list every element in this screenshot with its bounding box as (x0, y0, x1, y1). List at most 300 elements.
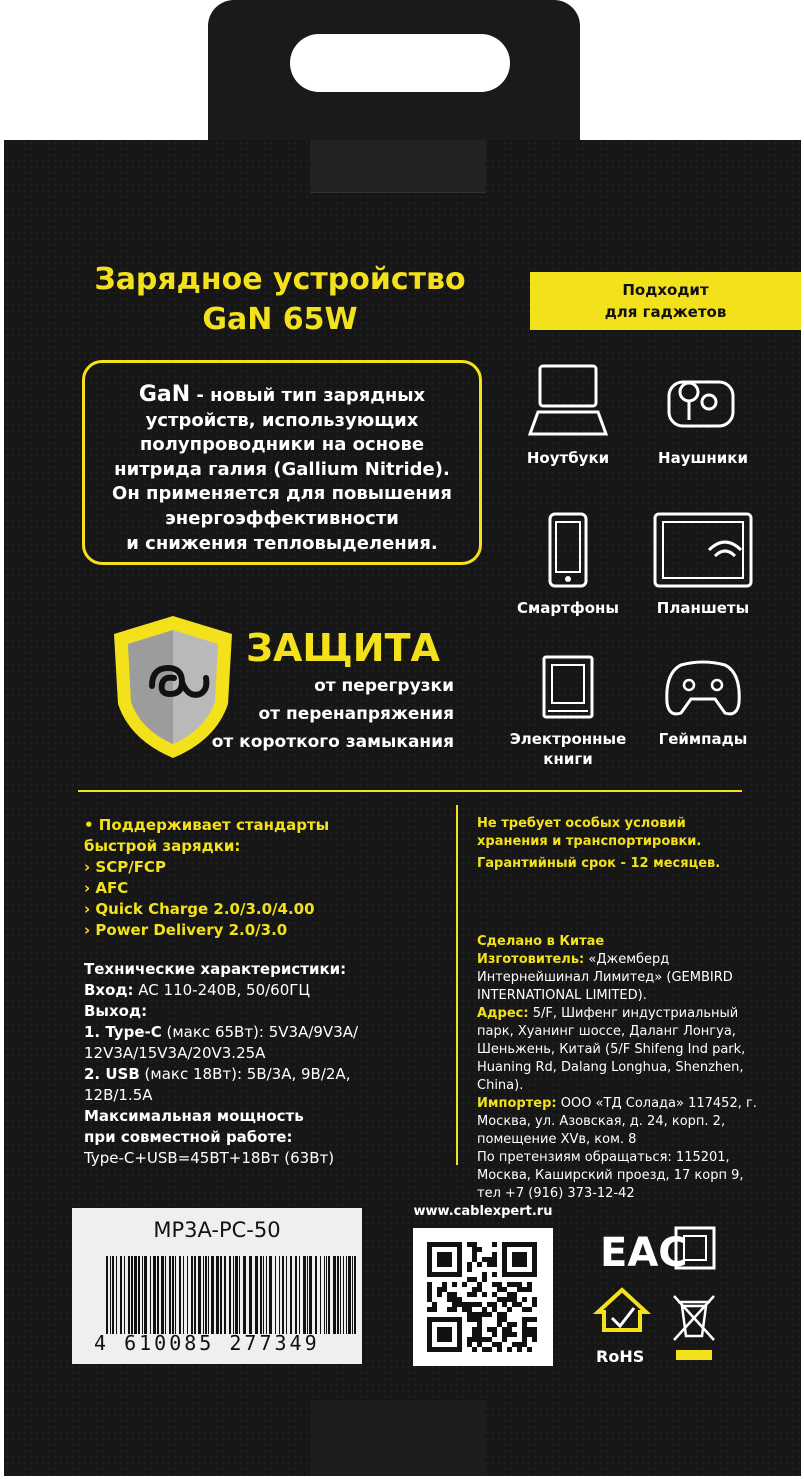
barcode-bar (128, 1256, 130, 1334)
qr-module (482, 1312, 487, 1317)
qr-module (512, 1282, 517, 1287)
qr-module (472, 1247, 477, 1252)
qr-module (482, 1307, 487, 1312)
spec-value: (макс 18Вт): 5В/3А, 9В/2А, (139, 1065, 351, 1083)
gadget-ebooks (503, 655, 633, 769)
barcode-bar (307, 1256, 308, 1334)
qr-module (522, 1342, 527, 1347)
qr-module (507, 1347, 512, 1352)
qr-module (437, 1292, 442, 1297)
barcode-bar (299, 1256, 300, 1334)
qr-module (502, 1317, 507, 1322)
qr-module (507, 1332, 512, 1337)
qr-module (492, 1327, 497, 1332)
qr-module (472, 1252, 477, 1257)
barcode-bar (324, 1256, 325, 1334)
qr-module (472, 1302, 477, 1307)
qr-module (467, 1337, 472, 1342)
gadget-tablets (638, 512, 768, 618)
qr-module (497, 1342, 502, 1347)
spec-value: 12В/1.5А (84, 1086, 153, 1104)
specs-heading: Технические характеристики: (84, 960, 347, 978)
qr-module (472, 1327, 477, 1332)
barcode-bar (260, 1256, 262, 1334)
standard-item: › Power Delivery 2.0/3.0 (84, 921, 288, 939)
barcode-bar (110, 1256, 111, 1334)
qr-module (467, 1277, 472, 1282)
qr-module (477, 1337, 482, 1342)
qr-module (497, 1322, 502, 1327)
qr-module (512, 1332, 517, 1337)
spec-label: Максимальная мощность (84, 1107, 304, 1125)
svg-text:EAC: EAC (600, 1230, 688, 1276)
rohs-label: RoHS (596, 1347, 645, 1366)
gadget-label: Смартфоны (517, 599, 619, 617)
qr-module (512, 1302, 517, 1307)
qr-module (472, 1292, 477, 1297)
barcode-bar (124, 1256, 125, 1334)
barcode-bar (346, 1256, 347, 1334)
qr-module (487, 1327, 492, 1332)
qr-module (442, 1287, 447, 1292)
barcode-bar (216, 1256, 219, 1334)
barcode-bar (286, 1256, 287, 1334)
qr-module (502, 1312, 507, 1317)
gadget-label: Геймпады (658, 730, 748, 748)
qr-module (492, 1257, 497, 1262)
qr-module (522, 1322, 527, 1327)
qr-module (502, 1327, 507, 1332)
qr-module (507, 1282, 512, 1287)
standards-specs (84, 815, 449, 1169)
qr-module (447, 1292, 452, 1297)
spec-value: Type-C+USB=45ВТ+18Вт (63Вт) (84, 1149, 335, 1167)
barcode-bar (229, 1256, 231, 1334)
compat-header-line: для гаджетов (604, 303, 727, 321)
qr-module (527, 1287, 532, 1292)
qr-module (517, 1287, 522, 1292)
qr-module (502, 1332, 507, 1337)
made-in: Сделано в Китае (477, 934, 605, 949)
qr-module (532, 1302, 537, 1307)
barcode-bar (142, 1256, 143, 1334)
qr-module (527, 1327, 532, 1332)
spec-value: AC 110-240В, 50/60ГЦ (133, 981, 311, 999)
claims-text: По претензиям обращаться: 115201, Москва, Каширский проезд, 17 корп 9, тел +7 (916) 373-12-42 (477, 1150, 744, 1201)
title-line-2: GaN 65W (202, 302, 358, 337)
qr-module (452, 1292, 457, 1297)
top-flap (310, 140, 486, 193)
compat-header-line: Подходит (622, 281, 709, 299)
rohs-house-icon (598, 1290, 646, 1330)
qr-module (487, 1347, 492, 1352)
divider-vertical (456, 805, 458, 1165)
spec-value: (макс 65Вт): 5V3A/9V3A/ (161, 1023, 359, 1041)
qr-module (512, 1297, 517, 1302)
qr-module (527, 1307, 532, 1312)
gadget-label: Ноутбуки (526, 449, 610, 467)
barcode-bars (106, 1256, 358, 1334)
barcode-bar (187, 1256, 188, 1334)
qr-module (507, 1322, 512, 1327)
qr-module (482, 1257, 487, 1262)
qr-module (532, 1327, 537, 1332)
barcode-bar (348, 1256, 351, 1334)
standards-intro: быстрой зарядки: (84, 837, 241, 855)
qr-module (522, 1337, 527, 1342)
qr-module (492, 1242, 497, 1247)
certification-marks (590, 1220, 720, 1370)
qr-module (452, 1302, 457, 1307)
qr-module (457, 1302, 462, 1307)
barcode-bar (208, 1256, 209, 1334)
divider-horizontal (78, 790, 742, 792)
qr-module (492, 1262, 497, 1267)
qr-module (477, 1342, 482, 1347)
gadget-label: книги (543, 750, 593, 768)
eac-mark (600, 1230, 688, 1276)
earbuds-icon (663, 362, 743, 440)
qr-module (472, 1277, 477, 1282)
qr-module (462, 1302, 467, 1307)
gadget-label: Планшеты (656, 599, 750, 617)
barcode-bar (106, 1256, 108, 1334)
gan-line: энергоэффективности (165, 507, 399, 529)
standard-item: › SCP/FCP (84, 858, 166, 876)
qr-module (497, 1287, 502, 1292)
qr-module (447, 1297, 452, 1302)
barcode-bar (337, 1256, 339, 1334)
address-label: Адрес: (477, 1006, 529, 1021)
manufacturer-info (477, 815, 762, 1203)
barcode-bar (263, 1256, 264, 1334)
qr-module (527, 1282, 532, 1287)
barcode-bar (172, 1256, 174, 1334)
qr-module (527, 1317, 532, 1322)
qr-module (432, 1307, 437, 1312)
qr-finder (437, 1252, 452, 1267)
qr-module (477, 1282, 482, 1287)
barcode-bar (179, 1256, 181, 1334)
smartphone-icon (528, 512, 608, 590)
qr-module (477, 1317, 482, 1322)
barcode-bar (343, 1256, 344, 1334)
barcode-bar (243, 1256, 246, 1334)
qr-module (467, 1302, 472, 1307)
barcode-bar (220, 1256, 222, 1334)
barcode-bar (275, 1256, 276, 1334)
qr-module (492, 1292, 497, 1297)
barcode-bar (211, 1256, 214, 1334)
importer-value: ООО «ТД Солада» 117452, г. Москва, ул. Азовская, д. 24, корп. 2, помещение XVв, ком. 8 (477, 1096, 757, 1147)
qr-module (512, 1292, 517, 1297)
qr-module (467, 1267, 472, 1272)
qr-module (512, 1342, 517, 1347)
standard-item: › AFC (84, 879, 129, 897)
gan-line: и снижения тепловыделения. (126, 532, 438, 554)
qr-module (477, 1262, 482, 1267)
barcode-bar (303, 1256, 306, 1334)
barcode-bar (153, 1256, 156, 1334)
hang-hole (290, 34, 510, 92)
product-title (60, 260, 500, 340)
qr-module (492, 1252, 497, 1257)
qr-module (477, 1327, 482, 1332)
protection-item: от перенапряжения (258, 704, 454, 724)
qr-module (477, 1247, 482, 1252)
qr-module (472, 1347, 477, 1352)
gan-line: полупроводники на основе (139, 434, 425, 456)
bottom-flap (310, 1400, 486, 1476)
barcode-bar (233, 1256, 234, 1334)
barcode-bar (282, 1256, 284, 1334)
qr-module (447, 1307, 452, 1312)
website-url: www.cablexpert.ru (413, 1204, 553, 1219)
qr-module (482, 1337, 487, 1342)
barcode-bar (131, 1256, 133, 1334)
qr-module (477, 1312, 482, 1317)
qr-module (492, 1332, 497, 1337)
qr-module (507, 1327, 512, 1332)
qr-module (502, 1297, 507, 1302)
qr-module (487, 1302, 492, 1307)
barcode-bar (150, 1256, 151, 1334)
qr-module (482, 1277, 487, 1282)
barcode-bar (112, 1256, 114, 1334)
qr-module (482, 1347, 487, 1352)
qr-module (522, 1287, 527, 1292)
barcode-bar (175, 1256, 176, 1334)
qr-module (497, 1317, 502, 1322)
barcode-bar (157, 1256, 159, 1334)
qr-module (517, 1282, 522, 1287)
qr-module (477, 1287, 482, 1292)
qr-module (527, 1332, 532, 1337)
gadget-label: Наушники (658, 449, 748, 467)
gan-info-box (82, 360, 482, 565)
qr-module (442, 1282, 447, 1287)
barcode-bar (266, 1256, 267, 1334)
qr-module (502, 1287, 507, 1292)
qr-module (487, 1337, 492, 1342)
qr-code (413, 1228, 553, 1366)
gamepad-icon (663, 655, 743, 721)
barcode-bar (194, 1256, 196, 1334)
barcode-bar (116, 1256, 117, 1334)
barcode-bar (183, 1256, 184, 1334)
barcode-bar (309, 1256, 312, 1334)
qr-module (527, 1347, 532, 1352)
barcode-bar (255, 1256, 258, 1334)
qr-module (467, 1312, 472, 1317)
barcode-bar (144, 1256, 147, 1334)
qr-module (472, 1337, 477, 1342)
qr-module (532, 1337, 537, 1342)
barcode-label (72, 1208, 362, 1364)
protection-title: ЗАЩИТА (246, 626, 440, 670)
qr-module (517, 1347, 522, 1352)
qr-module (517, 1302, 522, 1307)
qr-module (452, 1307, 457, 1312)
qr-module (467, 1262, 472, 1267)
qr-module (467, 1292, 472, 1297)
qr-module (487, 1262, 492, 1267)
qr-module (427, 1287, 432, 1292)
qr-module (452, 1282, 457, 1287)
barcode-bar (295, 1256, 297, 1334)
qr-module (427, 1292, 432, 1297)
barcode-bar (320, 1256, 321, 1334)
qr-module (522, 1327, 527, 1332)
qr-module (522, 1307, 527, 1312)
barcode-bar (328, 1256, 330, 1334)
importer-label: Импортер: (477, 1096, 557, 1111)
qr-module (522, 1317, 527, 1322)
gadget-label: Электронные (509, 730, 627, 748)
tablet-icon (653, 512, 753, 590)
gan-lead: GaN (138, 382, 191, 407)
qr-module (467, 1317, 472, 1322)
barcode-bar (290, 1256, 292, 1334)
gadget-gamepads (638, 655, 768, 749)
protection-item: от перегрузки (314, 676, 454, 696)
qr-module (492, 1302, 497, 1307)
barcode-number: 4 610085 277349 (94, 1331, 320, 1355)
qr-module (497, 1347, 502, 1352)
qr-module (462, 1307, 467, 1312)
qr-module (427, 1282, 432, 1287)
barcode-bar (224, 1256, 226, 1334)
maker-label: Изготовитель: (477, 952, 585, 967)
qr-module (477, 1332, 482, 1337)
barcode-bar (120, 1256, 122, 1334)
qr-module (497, 1297, 502, 1302)
qr-module (492, 1282, 497, 1287)
qr-module (457, 1297, 462, 1302)
spec-value: 12V3A/15V3A/20V3.25A (84, 1044, 266, 1062)
spec-label: при совместной работе: (84, 1128, 293, 1146)
barcode-bar (161, 1256, 164, 1334)
storage-line: Не требует особых условий (477, 816, 686, 831)
qr-module (517, 1342, 522, 1347)
barcode-bar (354, 1256, 356, 1334)
gan-line: устройств, использующих (145, 409, 419, 431)
qr-module (467, 1307, 472, 1312)
barcode-bar (340, 1256, 341, 1334)
barcode-bar (279, 1256, 280, 1334)
qr-module (462, 1282, 467, 1287)
standards-intro: • Поддерживает стандарты (84, 816, 330, 834)
barcode-bar (315, 1256, 317, 1334)
gan-line: - новый тип зарядных (190, 385, 426, 406)
barcode-bar (138, 1256, 140, 1334)
barcode-bar (205, 1256, 207, 1334)
maker-value: «Джемберд Интернейшинал Лимитед» (GEMBIRD INTERNATIONAL LIMITED). (477, 952, 733, 1003)
qr-module (472, 1312, 477, 1317)
title-line-1: Зарядное устройство (94, 262, 466, 297)
qr-module (452, 1297, 457, 1302)
qr-module (472, 1317, 477, 1322)
spec-label: 2. USB (84, 1065, 140, 1083)
qr-module (427, 1307, 432, 1312)
barcode-bar (198, 1256, 201, 1334)
qr-module (492, 1342, 497, 1347)
qr-module (497, 1312, 502, 1317)
barcode-bar (239, 1256, 240, 1334)
storage-line: хранения и транспортировки. (477, 834, 702, 849)
qr-module (472, 1287, 477, 1292)
gan-line: Он применяется для повышения (112, 483, 452, 505)
qr-module (507, 1297, 512, 1302)
qr-module (492, 1307, 497, 1312)
qr-finder (512, 1252, 527, 1267)
qr-module (437, 1287, 442, 1292)
qr-module (507, 1292, 512, 1297)
qr-module (477, 1322, 482, 1327)
gadget-laptops (503, 362, 633, 468)
qr-module (532, 1332, 537, 1337)
barcode-bar (352, 1256, 353, 1334)
qr-module (427, 1297, 432, 1302)
qr-module (487, 1312, 492, 1317)
qr-module (502, 1302, 507, 1307)
qr-module (512, 1322, 517, 1327)
protection-item: от короткого замыкания (211, 732, 454, 752)
address-value: 5/F, Шифенг индустриальный парк, Хуанинг шоссе, Даланг Лонгуа, Шеньжень, Китай (5/F Shifeng Ind park, Huaning Rd, Dalang Longhua, Shenzhen, China). (477, 1006, 746, 1093)
qr-module (467, 1342, 472, 1347)
qr-module (482, 1292, 487, 1297)
barcode-bar (333, 1256, 336, 1334)
laptop-icon (528, 362, 608, 440)
standard-item: › Quick Charge 2.0/3.0/4.00 (84, 900, 315, 918)
barcode-bar (269, 1256, 272, 1334)
qr-module (482, 1272, 487, 1277)
spec-label: 1. Type-C (84, 1023, 162, 1041)
qr-module (522, 1297, 527, 1302)
model-number: MP3A-PC-50 (153, 1218, 281, 1242)
qr-module (477, 1302, 482, 1307)
qr-module (497, 1282, 502, 1287)
barcode-bar (165, 1256, 166, 1334)
qr-module (472, 1257, 477, 1262)
qr-module (532, 1297, 537, 1302)
spec-label: Вход: (84, 981, 134, 999)
barcode-bar (235, 1256, 238, 1334)
barcode-bar (249, 1256, 252, 1334)
barcode-bar (326, 1256, 327, 1334)
qr-module (507, 1307, 512, 1312)
compatibility-header (530, 272, 801, 330)
warranty-text: Гарантийный срок - 12 месяцев. (477, 856, 721, 871)
weee-bin-icon (674, 1296, 714, 1360)
qr-module (472, 1242, 477, 1247)
qr-module (472, 1332, 477, 1337)
qr-module (532, 1317, 537, 1322)
barcode-bar (134, 1256, 137, 1334)
qr-finder (437, 1327, 452, 1342)
qr-module (467, 1242, 472, 1247)
qr-module (522, 1332, 527, 1337)
ebook-icon (528, 655, 608, 721)
barcode-bar (169, 1256, 171, 1334)
spec-label: Выход: (84, 1002, 148, 1020)
barcode-bar (203, 1256, 204, 1334)
qr-module (492, 1272, 497, 1277)
qr-module (487, 1257, 492, 1262)
gadget-headphones (638, 362, 768, 468)
qr-module (502, 1337, 507, 1342)
qr-module (432, 1302, 437, 1307)
